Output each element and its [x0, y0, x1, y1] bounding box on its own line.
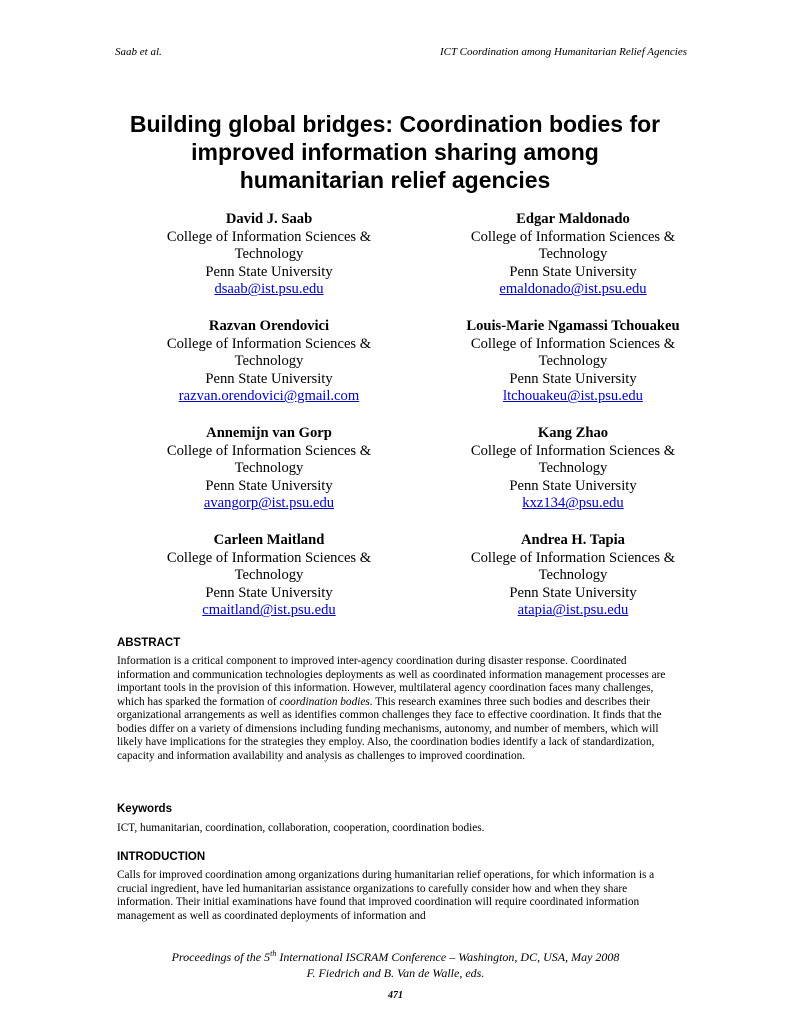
author-university: Penn State University: [509, 370, 637, 387]
author-dept: Technology: [538, 567, 608, 584]
abstract-text: [117, 655, 682, 763]
paper-title-line-1: Building global bridges: Coordination bodies for: [129, 111, 661, 137]
author-name: Kang Zhao: [537, 425, 609, 441]
author-block: [139, 425, 399, 513]
author-dept: Technology: [538, 353, 608, 370]
author-block: [443, 425, 703, 513]
author-block: [443, 532, 703, 620]
footer-text: Proceedings of the 5: [171, 950, 271, 964]
footer-text: International ISCRAM Conference – Washington, DC, USA, May 2008: [276, 950, 620, 964]
author-dept: College of Information Sciences &: [166, 549, 372, 566]
keywords-heading: Keywords: [117, 803, 172, 815]
introduction-text: Calls for improved coordination among organizations during humanitarian relief operations, for which information is a crucial ingredient, have led humanitarian assistance organizations to carefully consider how and when they share information. Their initial examinations have found that improved coordination will require coordinated information management as well as coordinated deployments of information and: [117, 869, 655, 922]
paper-title-line-3: humanitarian relief agencies: [239, 167, 551, 193]
author-name: Carleen Maitland: [213, 532, 325, 548]
author-university: Penn State University: [205, 584, 333, 601]
author-dept: College of Information Sciences &: [166, 228, 372, 245]
author-block: [443, 211, 703, 299]
footer-superscript: th: [270, 949, 277, 958]
author-dept: College of Information Sciences &: [470, 442, 676, 459]
running-header-authors: Saab et al.: [115, 46, 162, 58]
author-dept: College of Information Sciences &: [470, 549, 676, 566]
abstract-text-italic: coordination bodies: [279, 695, 370, 708]
author-name: Louis-Marie Ngamassi Tchouakeu: [466, 318, 680, 334]
author-dept: Technology: [234, 246, 304, 263]
author-university: Penn State University: [509, 477, 637, 494]
author-email-link[interactable]: kxz134@psu.edu: [522, 495, 624, 512]
author-block: [139, 532, 399, 620]
author-name: Razvan Orendovici: [208, 318, 330, 334]
abstract-text-part: Information is a critical component to improved inter-agency coordination during disaster response. Coordinated information and communication technologies deployments as well as coordinated information management processes are important tools in the provision of this information. However, multilateral agency coordination faces many challenges, which has sparked the formation of: [117, 655, 666, 708]
author-university: Penn State University: [509, 263, 637, 280]
footer-line-2: F. Fiedrich and B. Van de Walle, eds.: [306, 966, 485, 980]
proceedings-footer: [100, 946, 691, 981]
footer-line-1: [100, 946, 691, 965]
author-dept: Technology: [234, 460, 304, 477]
author-name: Edgar Maldonado: [516, 211, 630, 227]
paper-title-line-2: improved information sharing among: [191, 139, 599, 165]
author-email-link[interactable]: ltchouakeu@ist.psu.edu: [503, 388, 643, 405]
author-email-link[interactable]: razvan.orendovici@gmail.com: [178, 388, 360, 405]
author-dept: Technology: [538, 246, 608, 263]
page-number: 471: [388, 990, 403, 1001]
paper-title: [80, 110, 710, 194]
author-email-link[interactable]: cmaitland@ist.psu.edu: [202, 602, 336, 619]
author-name: Annemijn van Gorp: [206, 425, 332, 441]
author-university: Penn State University: [509, 584, 637, 601]
author-block: [139, 211, 399, 299]
keywords-text: ICT, humanitarian, coordination, collaboration, cooperation, coordination bodies.: [117, 822, 485, 834]
author-dept: College of Information Sciences &: [166, 442, 372, 459]
author-block: [139, 318, 399, 406]
introduction-heading: INTRODUCTION: [117, 851, 206, 863]
author-email-link[interactable]: avangorp@ist.psu.edu: [203, 495, 335, 512]
author-dept: Technology: [538, 460, 608, 477]
author-dept: Technology: [234, 567, 304, 584]
author-email-link[interactable]: emaldonado@ist.psu.edu: [499, 281, 647, 298]
author-dept: Technology: [234, 353, 304, 370]
author-university: Penn State University: [205, 477, 333, 494]
author-dept: College of Information Sciences &: [470, 335, 676, 352]
author-block: [443, 318, 703, 406]
author-dept: College of Information Sciences &: [470, 228, 676, 245]
author-university: Penn State University: [205, 263, 333, 280]
author-name: David J. Saab: [225, 211, 313, 227]
running-header-title: ICT Coordination among Humanitarian Relief Agencies: [440, 46, 687, 58]
author-email-link[interactable]: atapia@ist.psu.edu: [517, 602, 629, 619]
author-name: Andrea H. Tapia: [521, 532, 625, 548]
abstract-text-part: . This research examines three such bodies and describes their organizational arrangements as well as identifies common challenges they face to effective coordination. It finds that the bodies differ on a variety of dimensions including funding mechanisms, autonomy, and number of members, which will likely have implications for the strategies they employ. Also, the coordination bodies identify a lack of standardization, capacity and information availability and analysis as challenges to improved coordination.: [117, 695, 662, 762]
abstract-heading: ABSTRACT: [117, 637, 181, 649]
author-email-link[interactable]: dsaab@ist.psu.edu: [214, 281, 324, 298]
author-university: Penn State University: [205, 370, 333, 387]
author-dept: College of Information Sciences &: [166, 335, 372, 352]
